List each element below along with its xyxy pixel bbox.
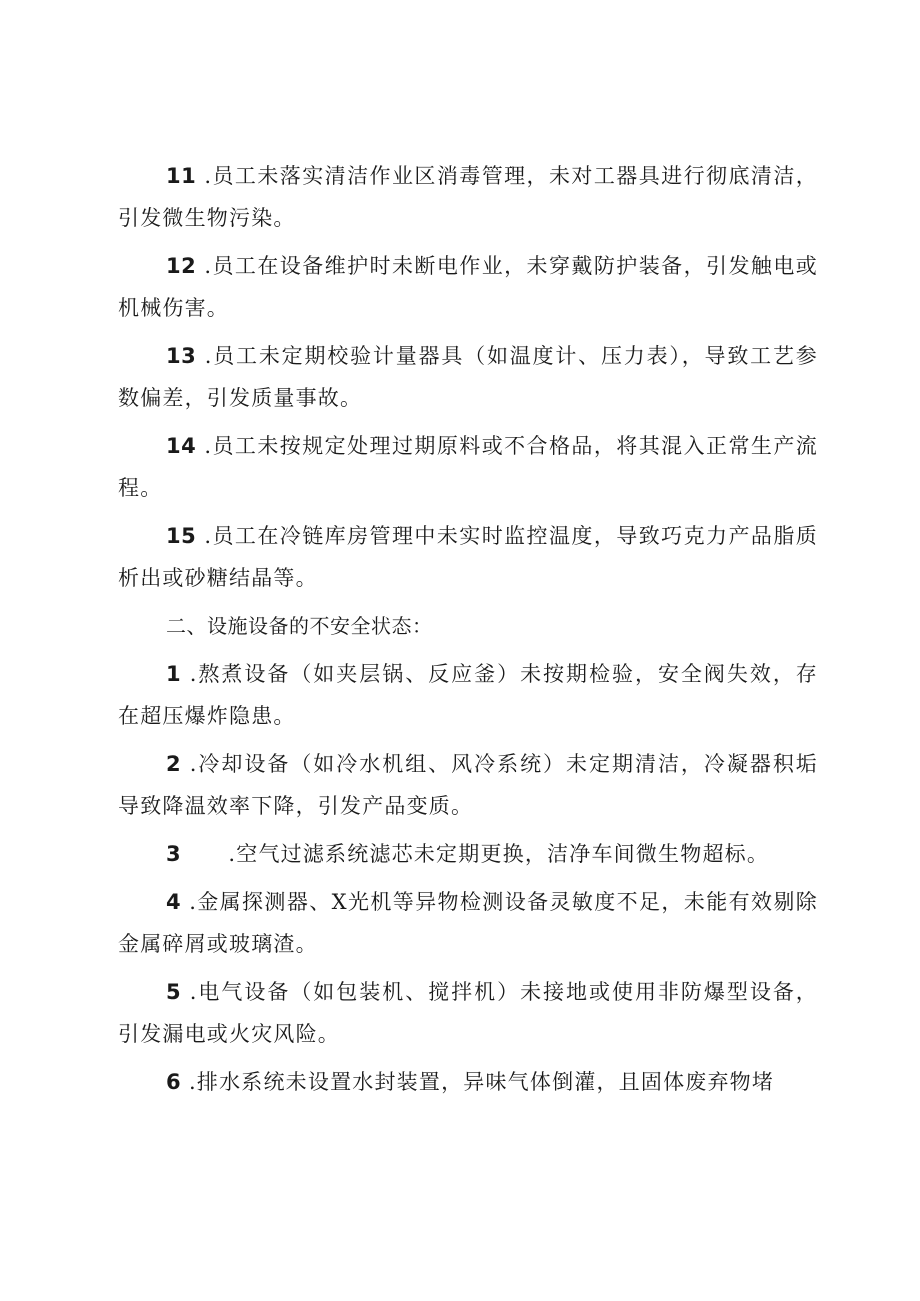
item-text: .排水系统未设置水封装置，异味气体倒灌，且固体废弃物堵 <box>181 1070 775 1094</box>
list-item-13 <box>118 335 818 419</box>
item-text: .空气过滤系统滤芯未定期更换，洁净车间微生物超标。 <box>181 842 770 866</box>
list-item-3 <box>118 833 818 875</box>
list-item-6 <box>118 1061 818 1103</box>
item-number: 11 <box>166 164 197 188</box>
list-item-11 <box>118 155 818 239</box>
item-number: 13 <box>166 344 197 368</box>
item-number: 3 <box>166 842 182 866</box>
item-number: 14 <box>166 434 197 458</box>
item-text: .冷却设备（如冷水机组、风冷系统）未定期清洁，冷凝器积垢导致降温效率下降，引发产品变质。 <box>118 752 818 818</box>
item-text: .电气设备（如包装机、搅拌机）未接地或使用非防爆型设备，引发漏电或火灾风险。 <box>118 980 818 1046</box>
section-heading: 二、设施设备的不安全状态： <box>166 614 433 638</box>
item-text: .员工未按规定处理过期原料或不合格品，将其混入正常生产流程。 <box>118 434 818 500</box>
item-text: .熬煮设备（如夹层锅、反应釜）未按期检验，安全阀失效，存在超压爆炸隐患。 <box>118 662 818 728</box>
item-text: .员工在设备维护时未断电作业，未穿戴防护装备，引发触电或机械伤害。 <box>118 254 818 320</box>
item-text: .员工在冷链库房管理中未实时监控温度，导致巧克力产品脂质析出或砂糖结晶等。 <box>118 524 818 590</box>
item-number: 12 <box>166 254 197 278</box>
item-number: 15 <box>166 524 197 548</box>
list-item-4 <box>118 881 818 965</box>
item-text: .员工未落实清洁作业区消毒管理，未对工器具进行彻底清洁，引发微生物污染。 <box>118 164 818 230</box>
item-text: .金属探测器、X光机等异物检测设备灵敏度不足，未能有效剔除金属碎屑或玻璃渣。 <box>118 890 818 956</box>
list-item-14 <box>118 425 818 509</box>
list-item-15 <box>118 515 818 599</box>
item-number: 1 <box>166 662 182 686</box>
document-body <box>118 155 818 1109</box>
item-number: 2 <box>166 752 182 776</box>
list-item-12 <box>118 245 818 329</box>
list-item-2 <box>118 743 818 827</box>
list-item-1 <box>118 653 818 737</box>
list-item-5 <box>118 971 818 1055</box>
item-number: 6 <box>166 1070 182 1094</box>
item-number: 4 <box>166 890 182 914</box>
item-text: .员工未定期校验计量器具（如温度计、压力表），导致工艺参数偏差，引发质量事故。 <box>118 344 818 410</box>
item-number: 5 <box>166 980 182 1004</box>
